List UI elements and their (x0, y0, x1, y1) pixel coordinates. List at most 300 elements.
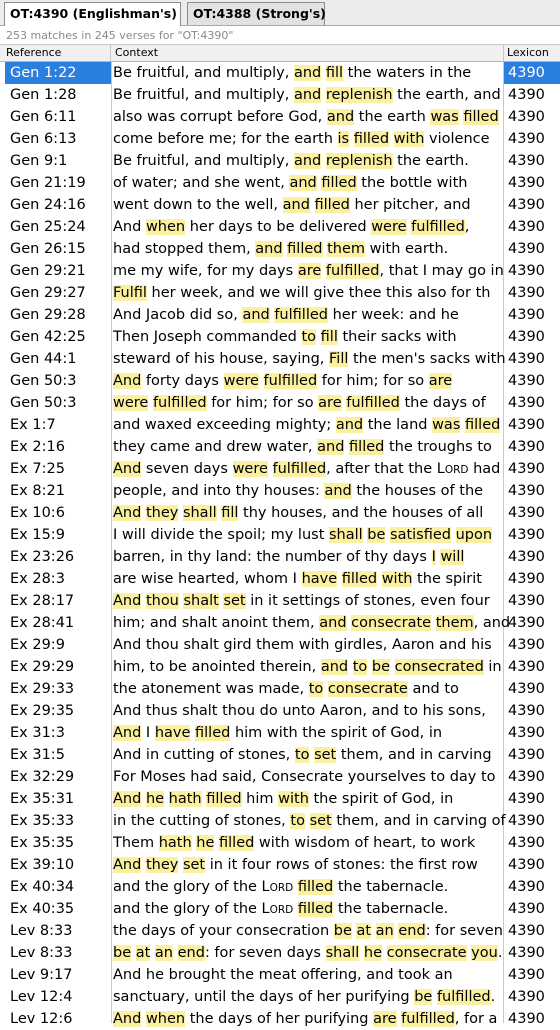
lexicon-cell[interactable]: 4390 (508, 395, 545, 411)
lexicon-cell[interactable]: 4390 (508, 131, 545, 147)
matched-word: satisfied (390, 527, 451, 543)
matched-word: set (182, 857, 206, 873)
table-row[interactable] (0, 194, 560, 216)
reference-cell[interactable]: Ex 29:29 (10, 659, 75, 675)
context-text (382, 945, 387, 961)
reference-cell[interactable]: Ex 28:3 (10, 571, 65, 587)
context-text: sanctuary, until the days of her purifying (113, 989, 415, 1005)
reference-cell[interactable]: Ex 40:34 (10, 879, 75, 895)
context-text: the tabernacle. (333, 879, 449, 895)
matched-word: them (435, 615, 474, 631)
matched-word: filled (206, 791, 242, 807)
lexicon-cell[interactable]: 4390 (508, 923, 545, 939)
matched-word: fulfilled (346, 395, 400, 411)
table-row[interactable] (0, 876, 560, 898)
context-cell (112, 172, 503, 194)
matched-word: shalt (183, 593, 219, 609)
table-row[interactable] (0, 524, 560, 546)
matched-word: filled (353, 131, 390, 147)
context-text: the bottle with (356, 175, 468, 191)
lexicon-cell[interactable]: 4390 (508, 307, 545, 323)
table-row[interactable] (0, 700, 560, 722)
context-cell (112, 700, 503, 722)
table-row[interactable] (0, 106, 560, 128)
matched-word: hath (158, 835, 192, 851)
matched-word: shall (329, 527, 363, 543)
lexicon-cell[interactable]: 4390 (508, 857, 545, 873)
lexicon-cell[interactable]: 4390 (508, 989, 545, 1005)
reference-cell[interactable]: Ex 31:3 (10, 725, 65, 741)
matched-word: filled (195, 725, 231, 741)
matched-word: with (393, 131, 425, 147)
context-text: thy houses, and the houses of all (238, 505, 484, 521)
context-cell (112, 370, 503, 392)
matched-word: and (326, 109, 355, 125)
reference-cell[interactable]: Ex 29:33 (10, 681, 75, 697)
matched-word: filled (297, 879, 334, 895)
reference-cell[interactable]: Gen 9:1 (10, 153, 68, 169)
table-row[interactable] (0, 304, 560, 326)
reference-cell[interactable]: Lev 12:6 (10, 1011, 73, 1027)
reference-cell[interactable]: Ex 31:5 (10, 747, 65, 763)
table-row[interactable] (0, 282, 560, 304)
reference-cell[interactable]: Ex 2:16 (10, 439, 65, 455)
matched-word: And (113, 857, 142, 873)
context-cell (112, 436, 503, 458)
reference-cell[interactable]: Lev 8:33 (10, 923, 73, 939)
table-row[interactable] (0, 568, 560, 590)
reference-cell[interactable]: Gen 1:28 (10, 87, 77, 103)
context-text: the houses of the (351, 483, 484, 499)
context-text (316, 329, 321, 345)
matched-word: fulfilled (263, 373, 318, 389)
reference-cell[interactable]: Ex 35:35 (10, 835, 75, 851)
context-text: Be fruitful, and multiply, (113, 65, 294, 81)
context-text: her week, and we will give thee this also for th (146, 285, 491, 301)
reference-cell[interactable]: Gen 26:15 (10, 241, 86, 257)
matched-word: And (113, 791, 142, 807)
context-text: forty days (141, 373, 224, 389)
context-text: and the glory of the L (113, 901, 270, 917)
matched-word: filled (465, 417, 501, 433)
context-text: And thou shalt gird them with girdles, Aaron and his (113, 637, 492, 653)
context-text (377, 571, 382, 587)
lexicon-cell[interactable]: 4390 (508, 417, 545, 433)
table-row[interactable] (0, 260, 560, 282)
matched-word: And (113, 725, 142, 741)
lexicon-cell[interactable]: 4390 (508, 637, 545, 653)
context-cell (112, 304, 503, 326)
table-row[interactable] (0, 964, 560, 986)
lexicon-cell[interactable]: 4390 (508, 747, 545, 763)
context-cell (112, 568, 503, 590)
reference-cell[interactable]: Ex 15:9 (10, 527, 65, 543)
context-cell (112, 84, 503, 106)
table-row[interactable] (0, 150, 560, 172)
table-row[interactable] (0, 326, 560, 348)
table-row[interactable] (0, 216, 560, 238)
context-cell (112, 502, 503, 524)
context-cell (112, 634, 503, 656)
lexicon-cell[interactable]: 4390 (508, 241, 545, 257)
matched-word: be (371, 659, 391, 675)
reference-cell[interactable]: Lev 8:33 (10, 945, 73, 961)
lexicon-cell[interactable]: 4390 (508, 769, 545, 785)
reference-cell[interactable]: Ex 40:35 (10, 901, 75, 917)
matched-word: filled (321, 175, 357, 191)
context-text: in it four rows of stones: the first row (205, 857, 478, 873)
lexicon-cell[interactable]: 4390 (508, 681, 545, 697)
reference-cell[interactable]: Gen 6:11 (10, 109, 77, 125)
context-text: the atonement was made, (113, 681, 309, 697)
reference-cell[interactable]: Ex 29:9 (10, 637, 65, 653)
context-text: the days of your consecration (113, 923, 334, 939)
table-row[interactable] (0, 722, 560, 744)
matched-word: fill (320, 329, 338, 345)
context-text: : for seven (425, 923, 503, 939)
context-text: the spirit of God, in (308, 791, 454, 807)
context-text: they came and drew water, (113, 439, 318, 455)
matched-word: they (145, 857, 179, 873)
matched-word: filled (219, 835, 255, 851)
matched-word: to (290, 813, 305, 829)
lexicon-cell[interactable]: 4390 (508, 879, 545, 895)
context-text: him; and shalt anoint them, (113, 615, 320, 631)
context-cell (112, 854, 503, 876)
reference-cell[interactable]: Gen 29:28 (10, 307, 86, 323)
reference-cell[interactable]: Ex 28:17 (10, 593, 75, 609)
matched-word: he (196, 835, 215, 851)
context-text: their sacks with (337, 329, 457, 345)
reference-cell[interactable]: Ex 7:25 (10, 461, 65, 477)
reference-cell[interactable]: Gen 50:3 (10, 395, 77, 411)
context-text: also was corrupt before God, (113, 109, 327, 125)
table-row[interactable] (0, 920, 560, 942)
table-row[interactable] (0, 84, 560, 106)
context-cell (112, 766, 503, 788)
context-cell (112, 788, 503, 810)
lexicon-cell[interactable]: 4390 (508, 527, 545, 543)
matched-word: And (113, 373, 142, 389)
match-count-status: 253 matches in 245 verses for "OT:4390" (0, 27, 560, 44)
lexicon-cell[interactable]: 4390 (508, 461, 545, 477)
context-cell (112, 260, 503, 282)
context-text (310, 197, 315, 213)
reference-cell[interactable]: Ex 35:31 (10, 791, 75, 807)
lexicon-cell[interactable]: 4390 (508, 703, 545, 719)
lexicon-cell[interactable]: 4390 (508, 549, 545, 565)
context-text: the tabernacle. (333, 901, 449, 917)
matched-word: fill (221, 505, 239, 521)
context-text: Be fruitful, and multiply, (113, 153, 294, 169)
matched-word: are (373, 1011, 397, 1027)
lexicon-cell[interactable]: 4390 (508, 87, 545, 103)
context-text: him with the spirit of God, in (230, 725, 443, 741)
context-cell (112, 942, 503, 964)
reference-cell[interactable]: Gen 1:22 (5, 62, 111, 84)
context-text: And Jacob did so, (113, 307, 243, 323)
matched-word: upon (455, 527, 493, 543)
lexicon-cell[interactable]: 4390 (508, 813, 545, 829)
reference-cell[interactable]: Lev 9:17 (10, 967, 73, 983)
lexicon-cell[interactable]: 4390 (508, 1011, 545, 1027)
context-text (389, 131, 394, 147)
lexicon-cell[interactable]: 4390 (508, 483, 545, 499)
context-text (173, 945, 178, 961)
table-row[interactable] (0, 590, 560, 612)
reference-cell[interactable]: Ex 29:35 (10, 703, 75, 719)
table-row[interactable] (0, 832, 560, 854)
context-cell (112, 612, 511, 634)
small-caps-text: ORD (269, 904, 294, 916)
matched-word: have (154, 725, 191, 741)
table-row[interactable] (0, 546, 560, 568)
matched-word: filled (463, 109, 499, 125)
reference-cell[interactable]: Gen 21:19 (10, 175, 86, 191)
small-caps-text: ORD (444, 464, 469, 476)
table-row[interactable] (0, 370, 560, 392)
table-row[interactable] (0, 986, 560, 1008)
context-cell (112, 832, 503, 854)
matched-word: was (430, 109, 459, 125)
lexicon-cell[interactable]: 4390 (508, 153, 545, 169)
table-row[interactable] (0, 854, 560, 876)
context-cell (112, 150, 503, 172)
reference-cell[interactable]: Gen 50:3 (10, 373, 77, 389)
matched-word: fulfilled (411, 219, 465, 235)
matched-word: are (297, 263, 322, 279)
table-row[interactable] (0, 744, 560, 766)
matched-word: have (301, 571, 338, 587)
table-row[interactable] (0, 656, 560, 678)
context-text: , (464, 219, 470, 235)
table-row[interactable] (0, 678, 560, 700)
table-row[interactable] (0, 766, 560, 788)
matched-word: thou (145, 593, 179, 609)
reference-cell[interactable]: Lev 12:4 (10, 989, 73, 1005)
matched-word: consecrate (351, 615, 432, 631)
matched-word: set (309, 813, 332, 829)
matched-word: when (145, 219, 186, 235)
reference-cell[interactable]: Ex 10:6 (10, 505, 65, 521)
context-text: and waxed exceeding mighty; (113, 417, 336, 433)
lexicon-cell[interactable]: 4390 (508, 373, 545, 389)
reference-cell[interactable]: Ex 35:33 (10, 813, 75, 829)
table-row[interactable] (0, 128, 560, 150)
table-row[interactable] (0, 348, 560, 370)
results-table (0, 62, 560, 1027)
context-text: the days of (399, 395, 486, 411)
matched-word: And (113, 593, 142, 609)
context-cell (112, 414, 503, 436)
lexicon-cell[interactable]: 4390 (508, 329, 545, 345)
reference-cell[interactable]: Gen 42:25 (10, 329, 86, 345)
table-row[interactable] (0, 898, 560, 920)
table-row[interactable] (0, 810, 560, 832)
table-row[interactable] (0, 502, 560, 524)
lexicon-cell[interactable]: 4390 (504, 62, 560, 84)
lexicon-cell[interactable]: 4390 (508, 109, 545, 125)
context-cell (112, 964, 503, 986)
column-header-reference[interactable]: Reference (3, 45, 111, 61)
lexicon-cell[interactable]: 4390 (508, 351, 545, 367)
matched-word: and (319, 615, 347, 631)
context-text: me my wife, for my days (113, 263, 298, 279)
matched-word: shall (182, 505, 217, 521)
context-text: And he brought the meat offering, and took an (113, 967, 453, 983)
context-text: seven days (141, 461, 233, 477)
context-cell (112, 920, 503, 942)
context-cell (112, 238, 503, 260)
matched-word: And (113, 461, 142, 477)
reference-cell[interactable]: Ex 32:29 (10, 769, 75, 785)
matched-word: consecrated (394, 659, 484, 675)
matched-word: fulfilled (272, 461, 327, 477)
lexicon-cell[interactable]: 4390 (508, 571, 545, 587)
table-row[interactable] (0, 436, 560, 458)
matched-word: end (398, 923, 426, 939)
reference-cell[interactable]: Ex 23:26 (10, 549, 75, 565)
context-text: the men's sacks with (348, 351, 506, 367)
context-cell (112, 810, 506, 832)
matched-word: and (320, 659, 349, 675)
context-cell (112, 128, 503, 150)
context-text: I will divide the spoil; my lust (113, 527, 329, 543)
table-row[interactable] (0, 62, 560, 84)
context-text (390, 659, 395, 675)
reference-cell[interactable]: Gen 44:1 (10, 351, 77, 367)
lexicon-cell[interactable]: 4390 (508, 263, 545, 279)
lexicon-cell[interactable]: 4390 (508, 901, 545, 917)
lexicon-cell[interactable]: 4390 (508, 835, 545, 851)
reference-cell[interactable]: Gen 29:21 (10, 263, 86, 279)
context-cell (112, 744, 503, 766)
reference-cell[interactable]: Gen 6:13 (10, 131, 77, 147)
context-text: Then Joseph commanded (113, 329, 302, 345)
context-text: had stopped them, (113, 241, 256, 257)
context-text: the troughs to (384, 439, 492, 455)
matched-word: and (242, 307, 270, 323)
context-text: with earth. (365, 241, 449, 257)
lexicon-cell[interactable]: 4390 (508, 791, 545, 807)
matched-word: and (335, 417, 364, 433)
lexicon-cell[interactable]: 4390 (508, 219, 545, 235)
matched-word: when (145, 1011, 186, 1027)
matched-word: and (293, 65, 322, 81)
matched-word: and (289, 175, 317, 191)
table-row[interactable] (0, 942, 560, 964)
matched-word: were (223, 373, 259, 389)
context-text: , and (473, 615, 511, 631)
context-text: them, and in carving (336, 747, 492, 763)
context-cell (112, 678, 503, 700)
context-text: went down to the well, (113, 197, 283, 213)
matched-word: fulfilled (401, 1011, 455, 1027)
reference-cell[interactable]: Ex 28:41 (10, 615, 75, 631)
lexicon-cell[interactable]: 4390 (508, 505, 545, 521)
table-row[interactable] (0, 414, 560, 436)
matched-word: filled (314, 197, 350, 213)
context-text: had (468, 461, 501, 477)
context-cell (112, 876, 503, 898)
lexicon-cell[interactable]: 4390 (508, 285, 545, 301)
context-text: them, and in carving of (331, 813, 506, 829)
matched-word: filled (287, 241, 323, 257)
context-cell (112, 392, 503, 414)
matched-word: with (278, 791, 309, 807)
lexicon-cell[interactable]: 4390 (508, 945, 545, 961)
table-row[interactable] (0, 392, 560, 414)
context-text (451, 527, 456, 543)
reference-cell[interactable]: Ex 39:10 (10, 857, 75, 873)
matched-word: be (367, 527, 386, 543)
context-text: in (483, 659, 502, 675)
matched-word: fill (325, 65, 344, 81)
lexicon-cell[interactable]: 4390 (508, 439, 545, 455)
context-text: , after that the L (326, 461, 445, 477)
lexicon-cell[interactable]: 4390 (508, 659, 545, 675)
lexicon-cell[interactable]: 4390 (508, 615, 545, 631)
reference-cell[interactable]: Ex 8:21 (10, 483, 65, 499)
context-text: . (490, 989, 496, 1005)
reference-cell[interactable]: Gen 25:24 (10, 219, 86, 235)
context-text (164, 791, 169, 807)
context-text: , that I may go in (379, 263, 504, 279)
reference-cell[interactable]: Ex 1:7 (10, 417, 56, 433)
matched-word: he (363, 945, 383, 961)
matched-word: were (371, 219, 407, 235)
context-text: and the glory of the L (113, 879, 270, 895)
lexicon-cell[interactable]: 4390 (508, 725, 545, 741)
context-text: for him; for so (206, 395, 319, 411)
table-row[interactable] (0, 238, 560, 260)
table-row[interactable] (0, 458, 560, 480)
table-row[interactable] (0, 1008, 560, 1030)
context-text: the spirit (412, 571, 482, 587)
context-text: And in cutting of stones, (113, 747, 295, 763)
table-row[interactable] (0, 612, 560, 634)
reference-cell[interactable]: Gen 24:16 (10, 197, 86, 213)
matched-word: and (255, 241, 283, 257)
reference-cell[interactable]: Gen 29:27 (10, 285, 86, 301)
matched-word: be (333, 923, 352, 939)
context-text: the days of her purifying (185, 1011, 374, 1027)
tab-strongs[interactable]: OT:4388 (Strong's) (187, 2, 325, 25)
context-text: Them (113, 835, 159, 851)
lexicon-cell[interactable]: 4390 (508, 593, 545, 609)
column-header-context[interactable]: Context (112, 45, 504, 61)
lexicon-cell[interactable]: 4390 (508, 967, 545, 983)
context-cell (112, 480, 503, 502)
matched-word: to (294, 747, 310, 763)
matched-word: and (293, 87, 322, 103)
context-text (259, 373, 264, 389)
matched-word: set (223, 593, 246, 609)
table-row[interactable] (0, 480, 560, 502)
lexicon-cell[interactable]: 4390 (508, 197, 545, 213)
matched-word: them (327, 241, 366, 257)
table-row[interactable] (0, 788, 560, 810)
context-text (371, 923, 376, 939)
column-header-lexicon[interactable]: Lexicon (507, 46, 549, 59)
lexicon-cell[interactable]: 4390 (508, 175, 545, 191)
context-text: I (141, 725, 155, 741)
context-text: come before me; for the earth (113, 131, 338, 147)
tab-englishmans[interactable]: OT:4390 (Englishman's) (4, 2, 181, 26)
table-row[interactable] (0, 634, 560, 656)
matched-word: be (414, 989, 433, 1005)
table-row[interactable] (0, 172, 560, 194)
